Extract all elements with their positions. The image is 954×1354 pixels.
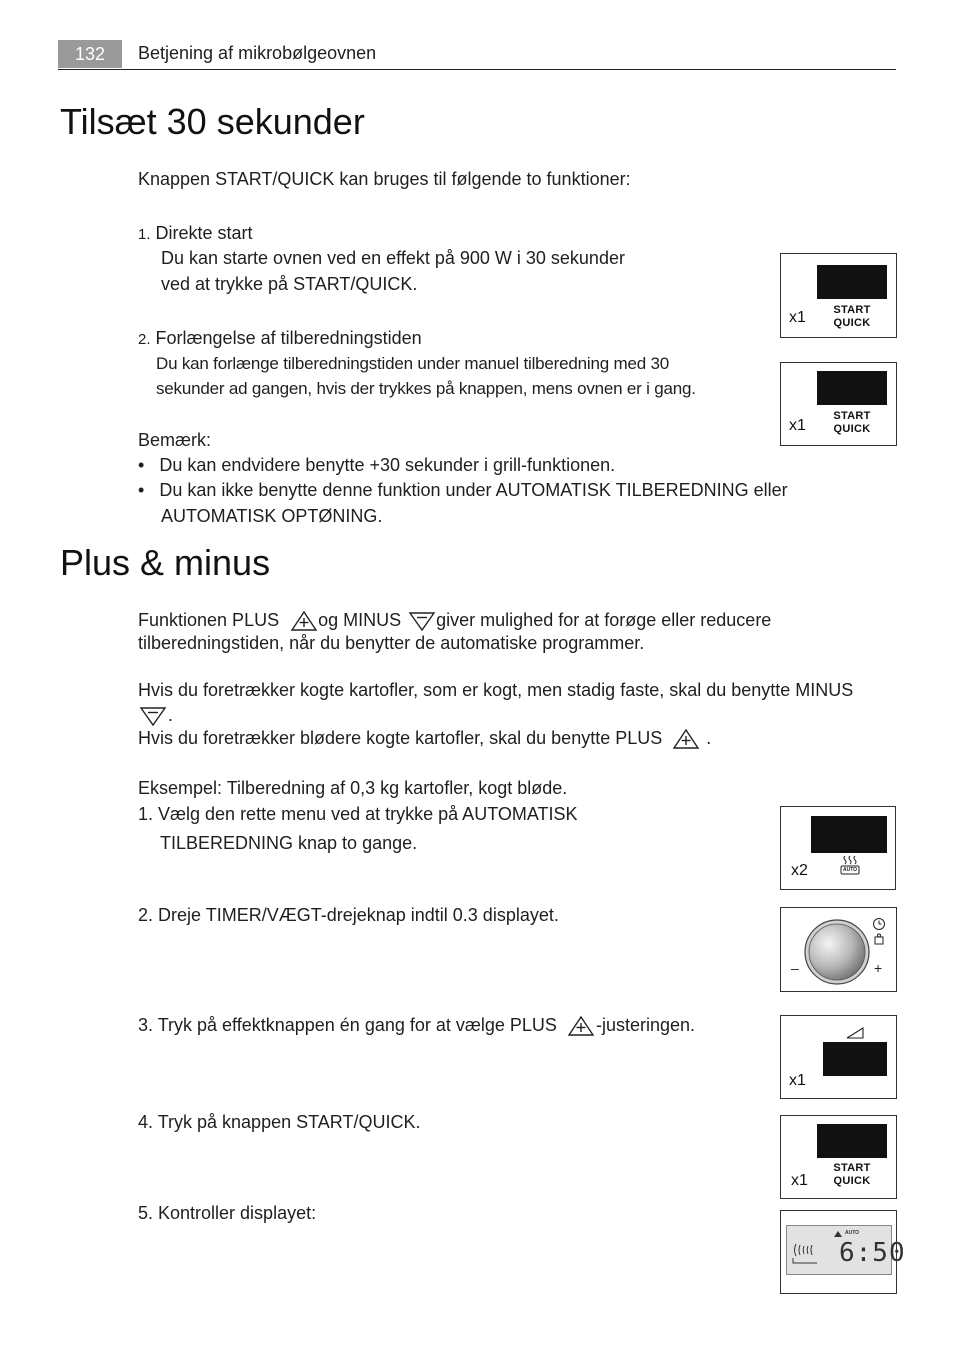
item1-heading [138, 221, 253, 247]
button-label-start: START [833, 1162, 871, 1174]
step3 [138, 1013, 695, 1038]
timer-weight-knob-icon [803, 918, 871, 986]
text-fragment: -justeringen. [595, 1015, 696, 1035]
start-quick-button [827, 410, 877, 436]
panel-timer-weight-knob [780, 907, 897, 992]
example-line [138, 776, 567, 801]
step1-line2: TILBEREDNING knap to gange. [160, 833, 418, 853]
bullet-icon: • [138, 480, 145, 500]
plus-triangle-icon [566, 1015, 596, 1037]
panel-start-quick-3 [780, 1115, 897, 1199]
auto-label: AUTO [843, 867, 858, 873]
minus-label: – [791, 960, 799, 976]
header-divider [58, 69, 896, 70]
step5: 5. Kontroller displayet: [138, 1203, 317, 1223]
note-bullet-2 [138, 478, 788, 503]
plus-triangle-icon [290, 610, 318, 632]
panel-display [811, 816, 887, 853]
step4: 4. Tryk på knappen START/QUICK. [138, 1112, 421, 1132]
section-heading-plus-minus: Plus & minus [60, 542, 271, 583]
press-count: x2 [791, 862, 808, 879]
button-label-quick: QUICK [833, 423, 871, 435]
plus-label: + [874, 960, 883, 976]
plus-indicator-icon [834, 1231, 842, 1237]
press-count: x1 [789, 309, 806, 326]
button-label-start: START [833, 410, 871, 422]
panel-start-quick-1 [780, 253, 897, 338]
display-time-value: 6:50 [839, 1238, 906, 1268]
bullet-icon: • [138, 455, 145, 475]
running-header-title: Betjening af mikrobølgeovnen [138, 43, 377, 63]
text-fragment: Funktionen PLUS [138, 610, 280, 630]
panel-auto-cook [780, 806, 896, 890]
step2: 2. Dreje TIMER/VÆGT-drejeknap indtil 0.3 displayet. [138, 905, 559, 925]
panel-display [817, 1124, 887, 1158]
note-title: Bemærk: [138, 430, 212, 450]
button-label-quick: QUICK [833, 317, 871, 329]
intro-text: Knappen START/QUICK kan bruges til følgende to funktioner: [138, 169, 631, 189]
panel-power-button [780, 1015, 897, 1099]
item2-line1: Du kan forlænge tilberedningstiden under manuel tilberedning med 30 [156, 354, 669, 373]
plus-minus-paragraph-line1 [138, 608, 771, 633]
button-label-quick: QUICK [833, 1175, 871, 1187]
minus-paragraph-line2 [138, 703, 173, 728]
minus-paragraph-line1: Hvis du foretrækker kogte kartofler, som er kogt, men stadig faste, skal du benytte MINUS [138, 680, 854, 700]
text-fragment: . [706, 728, 712, 748]
panel-display [823, 1042, 887, 1076]
item1-line1: Du kan starte ovnen ved en effekt på 900 W i 30 sekunder [161, 248, 625, 268]
minus-triangle-icon [408, 610, 436, 632]
text-fragment: 3. Tryk på effektknappen én gang for at vælge PLUS [138, 1015, 557, 1035]
item2-heading [138, 326, 422, 352]
panel-start-quick-2 [780, 362, 897, 446]
note-bullet-2-line2: AUTOMATISK OPTØNING. [161, 506, 383, 526]
item2-number: 2. [138, 331, 151, 348]
text-fragment: giver mulighed for at forøge eller reducere [436, 610, 772, 630]
panel-display [817, 371, 887, 405]
minus-triangle-icon [138, 705, 168, 727]
clock-icon [872, 917, 886, 931]
note-bullet-1-text: Du kan endvidere benytte +30 sekunder i grill-funktionen. [159, 455, 616, 475]
page-number: 132 [58, 40, 122, 68]
item2-title: Forlængelse af tilberedningstiden [155, 328, 422, 348]
item1-title: Direkte start [155, 223, 253, 243]
start-quick-button [827, 304, 877, 330]
step1-line1: 1. Vælg den rette menu ved at trykke på AUTOMATISK [138, 804, 578, 824]
plus-minus-paragraph-line2: tilberedningstiden, når du benytter de automatiske programmer. [138, 633, 645, 653]
item2-line2: sekunder ad gangen, hvis der trykkes på knappen, mens ovnen er i gang. [156, 379, 696, 398]
press-count: x1 [791, 1172, 808, 1189]
panel-display-result [780, 1210, 906, 1294]
example-label: Eksempel: [138, 778, 223, 798]
plus-paragraph [138, 726, 711, 751]
note-bullet-1 [138, 453, 615, 478]
text-fragment: . [168, 705, 174, 725]
note-bullet-2-text: Du kan ikke benytte denne funktion under AUTOMATISK TILBEREDNING eller [159, 480, 788, 500]
power-level-icon [845, 1026, 865, 1040]
button-label-start: START [833, 304, 871, 316]
plus-triangle-icon [671, 728, 701, 750]
press-count: x1 [789, 1072, 806, 1089]
weight-icon [873, 933, 885, 945]
text-fragment: og MINUS [318, 610, 402, 630]
item1-line2: ved at trykke på START/QUICK. [161, 274, 418, 294]
item1-number: 1. [138, 226, 151, 243]
panel-display [817, 265, 887, 299]
lcd-screen [786, 1225, 906, 1275]
auto-indicator: AUTO [845, 1230, 860, 1236]
text-fragment: Hvis du foretrækker blødere kogte kartofler, skal du benytte PLUS [138, 728, 663, 748]
press-count: x1 [789, 417, 806, 434]
section-heading-add-30-seconds: Tilsæt 30 sekunder [60, 101, 365, 142]
microwave-wave-icon [791, 1240, 821, 1266]
example-text: Tilberedning af 0,3 kg kartofler, kogt bløde. [226, 778, 568, 798]
start-quick-button [827, 1162, 877, 1188]
